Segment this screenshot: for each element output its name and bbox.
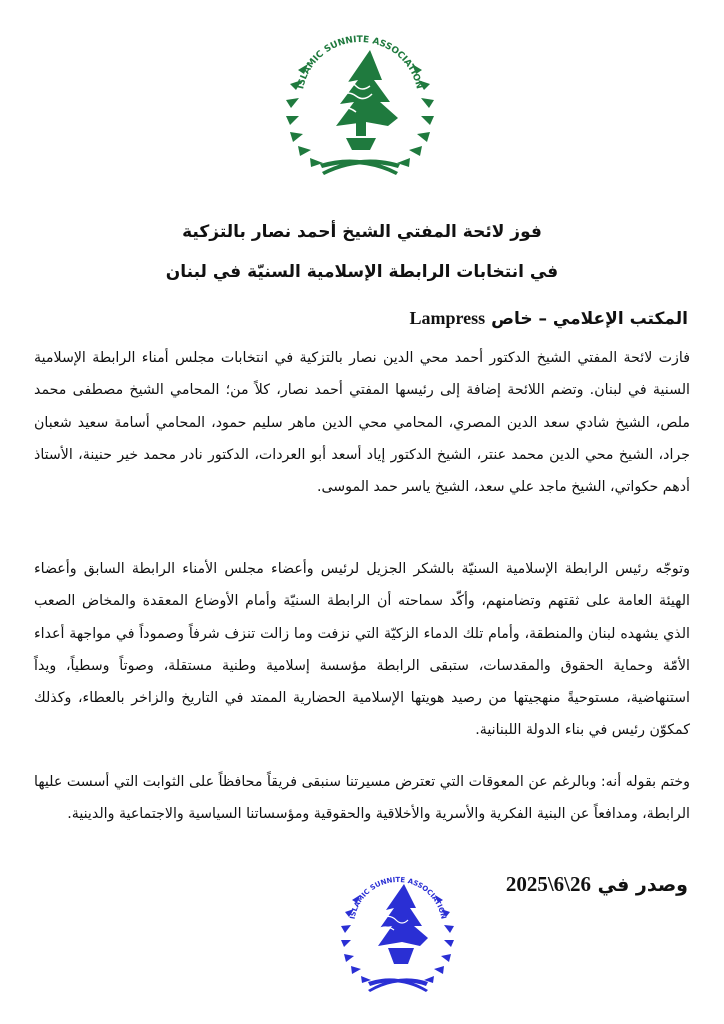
cedar-wreath-stamp-icon <box>330 860 465 1000</box>
svg-text:ISLAMIC SUNNITE ASSOCIATION: ISLAMIC SUNNITE ASSOCIATION <box>348 875 448 920</box>
issued-prefix: وصدر في <box>591 874 688 896</box>
headline-line-1: فوز لائحة المفتي الشيخ أحمد نصار بالتزكية <box>182 222 542 242</box>
association-logo <box>270 22 450 182</box>
cedar-wreath-emblem-icon <box>270 22 450 182</box>
svg-text:ISLAMIC SUNNITE ASSOCIATION: ISLAMIC SUNNITE ASSOCIATION <box>296 34 424 91</box>
headline-line-2: في انتخابات الرابطة الإسلامية السنيّة في لبنان <box>165 262 559 282</box>
issued-date-line <box>506 872 688 897</box>
issued-date: 2025\6\26 <box>505 872 592 896</box>
body-paragraph-2: وتوجّه رئيس الرابطة الإسلامية السنيّة بالشكر الجزيل لرئيس وأعضاء مجلس الأمناء الرابطة السابق وأعضاء الهيئة العامة على ثقتهم وتضامنهم، وأكّد سماحته أن الرابطة السنيّة وأمام الأوضاع المعقدة والمخاض الصعب الذي يشهده لبنان والمنطقة، وأمام تلك الدماء الزكيّة التي نزفت وما زالت تنزف شرفاً وصموداً في مواجهة أعداء الأمّة وحماية الحقوق والمقدسات، ستبقى الرابطة مؤسسة إسلامية وطنية مستقلة، وصوتاً وسطياً، ويداً استنهاضية، مستوحيةً منهجيتها من رصيد هويتها الإسلامية الحضارية الممتد في التاريخ والزاخر بالعطاء، وكذلك كمكوّن رئيس في بناء الدولة اللبنانية. <box>34 561 690 739</box>
body-paragraph-3: وختم بقوله أنه: وبالرغم عن المعوقات التي تعترض مسيرتنا سنبقى فريقاً محافظاً على الثوابت التي أسست عليها الرابطة، ومدافعاً عن البنية الفكرية والأسرية والأخلاقية والحقوقية ومؤسساتنا السياسية والاجتماعية والدينية. <box>34 774 690 823</box>
body-paragraph-1: فازت لائحة المفتي الشيخ الدكتور أحمد محي الدين نصار بالتزكية في انتخابات مجلس أمناء الرابطة الإسلامية السنية في لبنان. وتضم اللائحة إضافة إلى رئيسها المفتي أحمد نصار، كلاً من؛ المحامي الشيخ مصطفى محمد ملص، الشيخ شادي سعد الدين المصري، المحامي محي الدين ماهر سليم حمود، المحامي أسامة سعيد شعبان جراد، الشيخ محي الدين محمد عنتر، الشيخ الدكتور إياد أسعد أبو العردات، الدكتور نادر محمد خير حنينة، الأستاذ أدهم حكواتي، الشيخ ماجد علي سعد، الشيخ ياسر حمد الموسى. <box>34 350 690 496</box>
official-stamp <box>330 860 465 1000</box>
source-prefix: المكتب الإعلامي – خاص <box>485 309 688 329</box>
source-byline <box>409 308 688 329</box>
source-brand: Lampress <box>409 308 486 328</box>
